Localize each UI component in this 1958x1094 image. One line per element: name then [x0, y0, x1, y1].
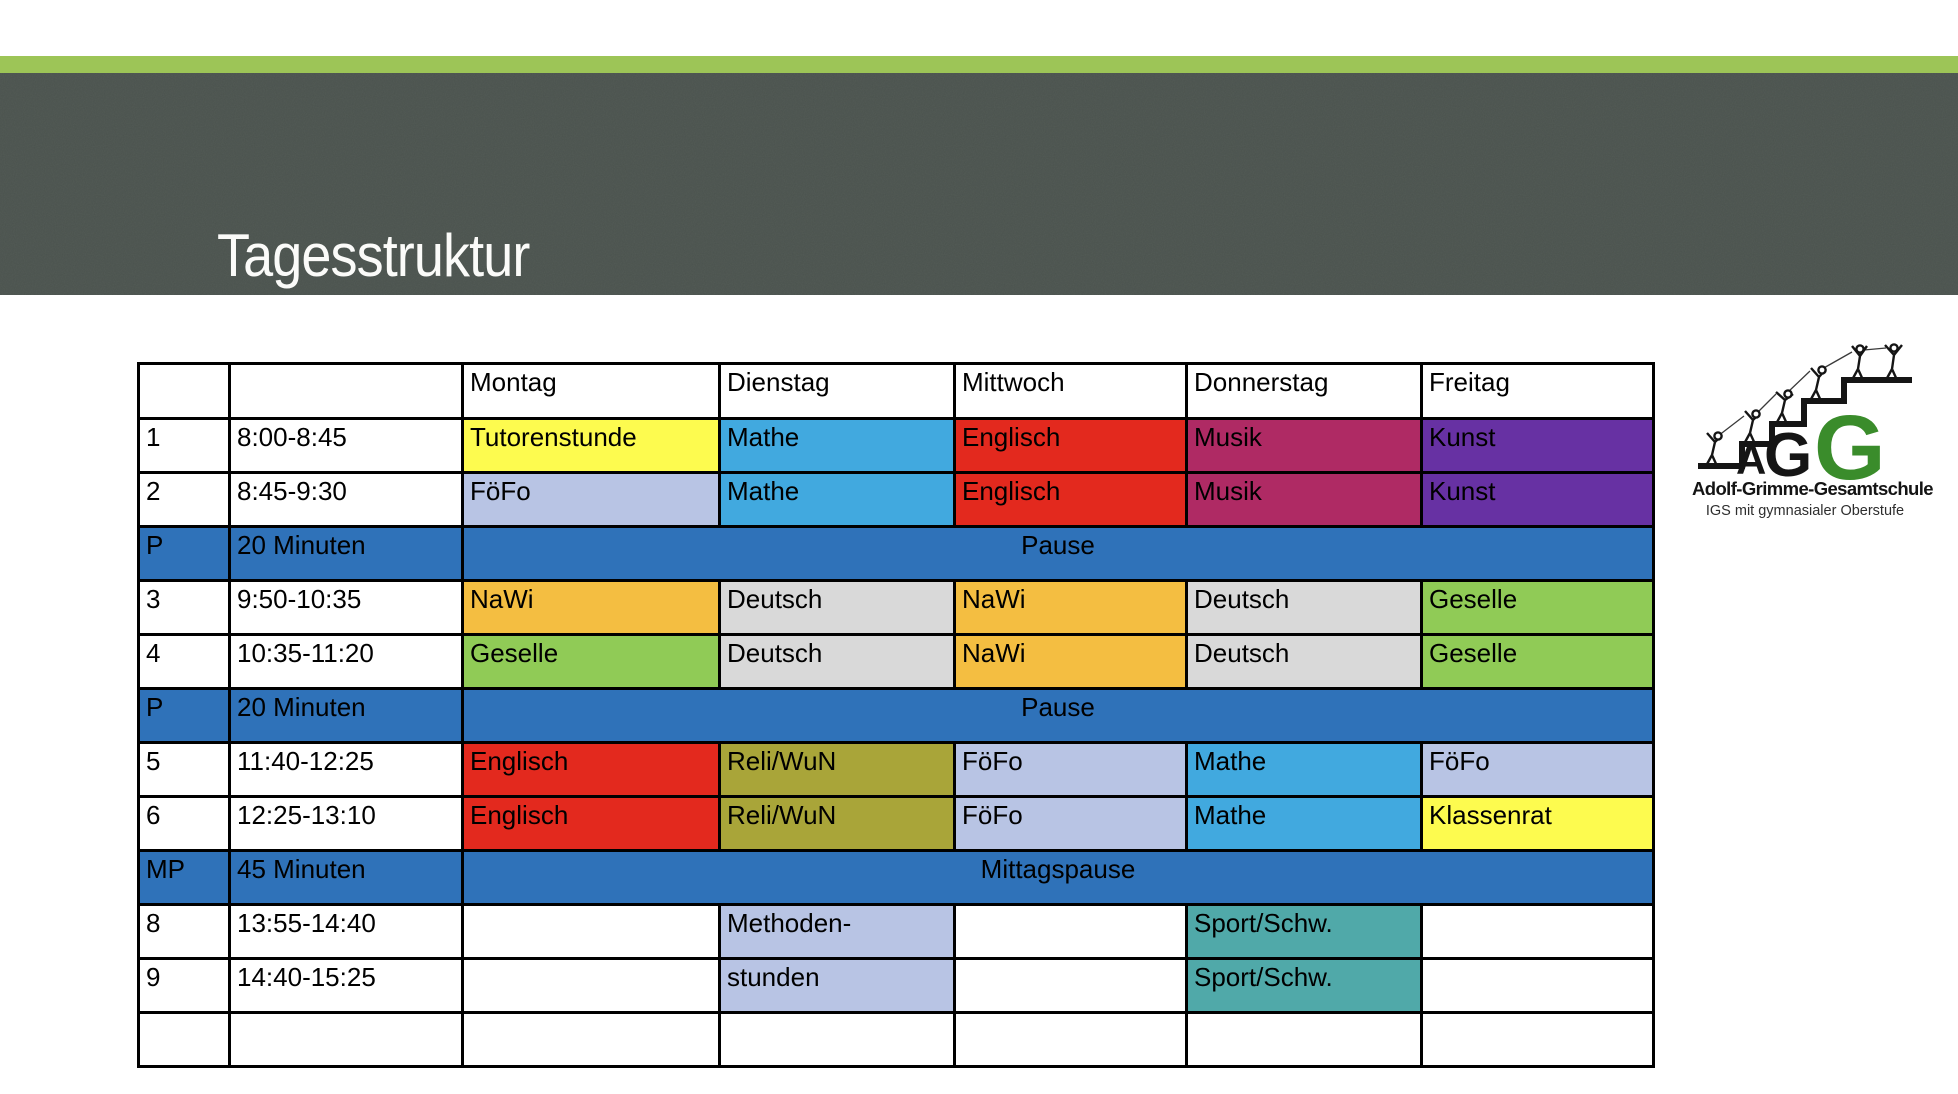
day-header-row — [139, 364, 1654, 419]
subject-cell-donnerstag-3: Deutsch — [1187, 581, 1422, 635]
time-cell: 10:35-11:20 — [230, 635, 463, 689]
time-cell: 9:50-10:35 — [230, 581, 463, 635]
break-duration-cell: 20 Minuten — [230, 527, 463, 581]
break-duration-cell: 20 Minuten — [230, 689, 463, 743]
chalkboard-header — [0, 73, 1958, 295]
break-row — [139, 851, 1654, 905]
day-header-mittwoch: Mittwoch — [955, 364, 1187, 419]
stick-figure — [1810, 366, 1826, 401]
school-name: Adolf-Grimme-Gesamtschule — [1692, 478, 1933, 499]
school-subtitle: IGS mit gymnasialer Oberstufe — [1705, 503, 1905, 519]
subject-cell-montag — [463, 1013, 720, 1067]
time-cell — [230, 1013, 463, 1067]
subject-cell-freitag-9 — [1422, 959, 1654, 1013]
accent-bar — [0, 56, 1958, 73]
period-cell: 2 — [139, 473, 230, 527]
lesson-row — [139, 959, 1654, 1013]
break-label-cell: Mittagspause — [463, 851, 1654, 905]
subject-cell-mittwoch-3: NaWi — [955, 581, 1187, 635]
break-period-cell: P — [139, 689, 230, 743]
subject-cell-freitag-5: FöFo — [1422, 743, 1654, 797]
school-logo — [1692, 340, 1933, 519]
subject-cell-dienstag-3: Deutsch — [720, 581, 955, 635]
subject-cell-montag-8 — [463, 905, 720, 959]
subject-cell-dienstag-5: Reli/WuN — [720, 743, 955, 797]
corner-cell — [139, 364, 230, 419]
break-label-cell: Pause — [463, 527, 1654, 581]
lesson-row — [139, 419, 1654, 473]
subject-cell-freitag-2: Kunst — [1422, 473, 1654, 527]
logo-letter-a: A — [1736, 436, 1767, 480]
time-cell: 8:00-8:45 — [230, 419, 463, 473]
subject-cell-mittwoch-6: FöFo — [955, 797, 1187, 851]
subject-cell-freitag-6: Klassenrat — [1422, 797, 1654, 851]
lesson-row — [139, 797, 1654, 851]
subject-cell-mittwoch-1: Englisch — [955, 419, 1187, 473]
subject-cell-donnerstag-8: Sport/Schw. — [1187, 905, 1422, 959]
subject-cell-freitag-4: Geselle — [1422, 635, 1654, 689]
period-cell: 4 — [139, 635, 230, 689]
subject-cell-mittwoch-2: Englisch — [955, 473, 1187, 527]
day-header-montag: Montag — [463, 364, 720, 419]
day-header-donnerstag: Donnerstag — [1187, 364, 1422, 419]
time-cell: 14:40-15:25 — [230, 959, 463, 1013]
time-cell: 12:25-13:10 — [230, 797, 463, 851]
period-cell: 5 — [139, 743, 230, 797]
day-header-freitag: Freitag — [1422, 364, 1654, 419]
lesson-row — [139, 473, 1654, 527]
subject-cell-dienstag-2: Mathe — [720, 473, 955, 527]
period-cell: 3 — [139, 581, 230, 635]
subject-cell-dienstag-9: stunden — [720, 959, 955, 1013]
subject-cell-dienstag-4: Deutsch — [720, 635, 955, 689]
period-cell — [139, 1013, 230, 1067]
subject-cell-montag-6: Englisch — [463, 797, 720, 851]
subject-cell-donnerstag — [1187, 1013, 1422, 1067]
time-cell: 11:40-12:25 — [230, 743, 463, 797]
subject-cell-freitag-8 — [1422, 905, 1654, 959]
subject-cell-dienstag-1: Mathe — [720, 419, 955, 473]
subject-cell-mittwoch-9 — [955, 959, 1187, 1013]
lesson-row — [139, 581, 1654, 635]
lesson-row — [139, 905, 1654, 959]
subject-cell-donnerstag-5: Mathe — [1187, 743, 1422, 797]
period-cell: 9 — [139, 959, 230, 1013]
subject-cell-montag-1: Tutorenstunde — [463, 419, 720, 473]
subject-cell-donnerstag-2: Musik — [1187, 473, 1422, 527]
stick-figure — [1706, 432, 1722, 466]
subject-cell-freitag — [1422, 1013, 1654, 1067]
time-cell: 13:55-14:40 — [230, 905, 463, 959]
lesson-row — [139, 743, 1654, 797]
lesson-row — [139, 1013, 1654, 1067]
subject-cell-freitag-3: Geselle — [1422, 581, 1654, 635]
logo-graphic — [1692, 340, 1918, 480]
subject-cell-montag-4: Geselle — [463, 635, 720, 689]
timetable — [137, 362, 1655, 1068]
time-header-cell — [230, 364, 463, 419]
subject-cell-mittwoch-5: FöFo — [955, 743, 1187, 797]
stick-figure — [1776, 390, 1793, 424]
subject-cell-donnerstag-4: Deutsch — [1187, 635, 1422, 689]
subject-cell-mittwoch-4: NaWi — [955, 635, 1187, 689]
break-label-cell: Pause — [463, 689, 1654, 743]
timetable-body — [139, 364, 1654, 1067]
break-row — [139, 689, 1654, 743]
subject-cell-mittwoch-8 — [955, 905, 1187, 959]
stick-figure — [1885, 344, 1902, 380]
period-cell: 6 — [139, 797, 230, 851]
subject-cell-donnerstag-9: Sport/Schw. — [1187, 959, 1422, 1013]
subject-cell-mittwoch — [955, 1013, 1187, 1067]
logo-letter-g2: G — [1814, 397, 1886, 480]
subject-cell-donnerstag-1: Musik — [1187, 419, 1422, 473]
subject-cell-montag-3: NaWi — [463, 581, 720, 635]
break-row — [139, 527, 1654, 581]
break-period-cell: P — [139, 527, 230, 581]
period-cell: 8 — [139, 905, 230, 959]
time-cell: 8:45-9:30 — [230, 473, 463, 527]
stick-figure — [1852, 345, 1867, 380]
subject-cell-montag-9 — [463, 959, 720, 1013]
break-period-cell: MP — [139, 851, 230, 905]
break-duration-cell: 45 Minuten — [230, 851, 463, 905]
day-header-dienstag: Dienstag — [720, 364, 955, 419]
subject-cell-montag-2: FöFo — [463, 473, 720, 527]
subject-cell-dienstag-6: Reli/WuN — [720, 797, 955, 851]
page-title: Tagesstruktur — [217, 222, 530, 289]
subject-cell-donnerstag-6: Mathe — [1187, 797, 1422, 851]
period-cell: 1 — [139, 419, 230, 473]
subject-cell-freitag-1: Kunst — [1422, 419, 1654, 473]
lesson-row — [139, 635, 1654, 689]
subject-cell-montag-5: Englisch — [463, 743, 720, 797]
subject-cell-dienstag — [720, 1013, 955, 1067]
subject-cell-dienstag-8: Methoden- — [720, 905, 955, 959]
logo-letter-g1: G — [1764, 421, 1813, 480]
